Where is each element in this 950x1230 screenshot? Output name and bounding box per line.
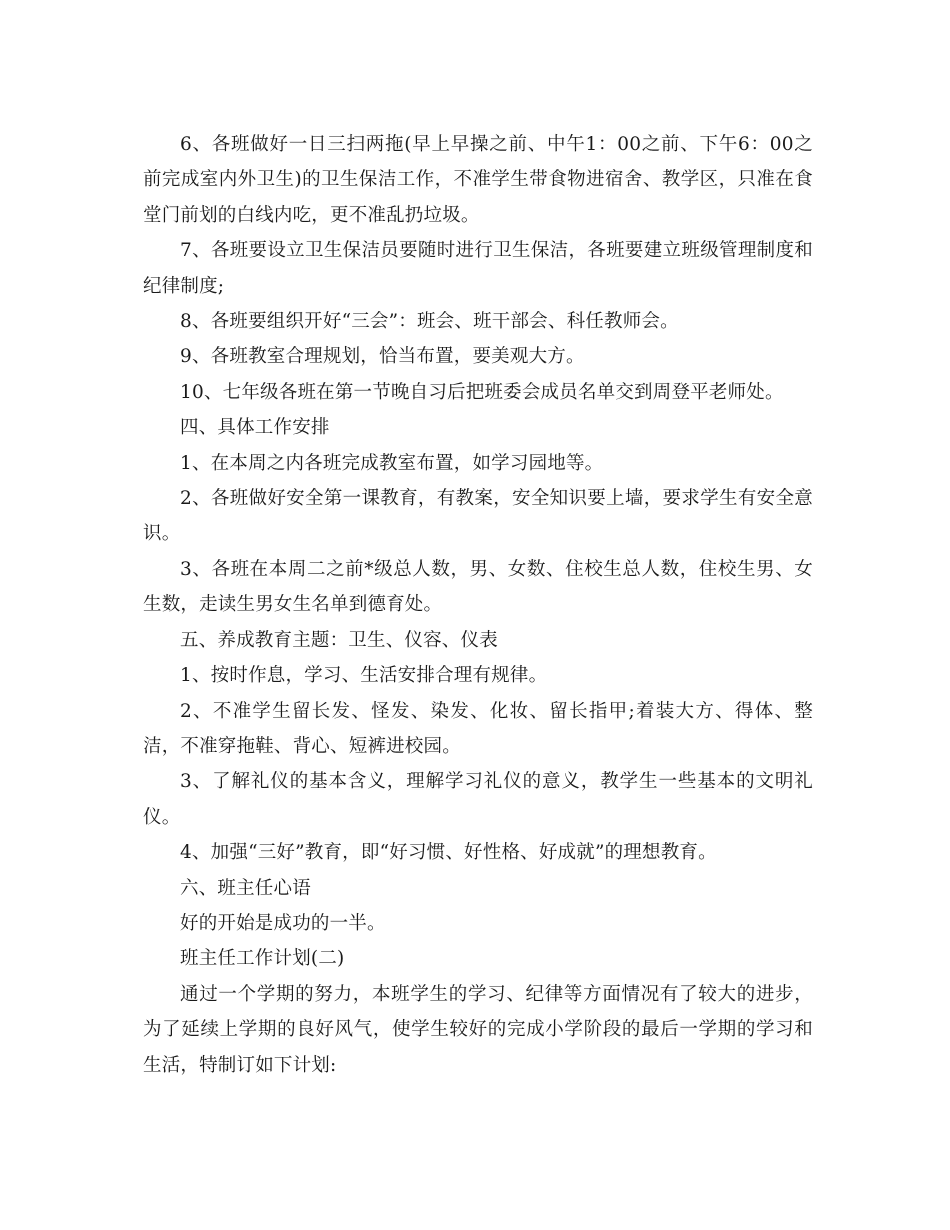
theme-item-4: 4、加强“三好”教育，即“好习惯、好性格、好成就”的理想教育。 — [180, 842, 717, 864]
paragraph-item-10: 10、七年级各班在第一节晚自习后把班委会成员名单交到周登平老师处。 — [180, 381, 784, 403]
document-body — [143, 127, 813, 1083]
paragraph-item-6: 6、各班做好一日三扫两拖(早上早操之前、中午1：00之前、下午6：00之前完成室内外卫生)的卫生保洁工作，不准学生带食物进宿舍、教学区，只准在食堂门前划的白线内吃，更不准乱扔垃圾。 — [143, 134, 813, 226]
section-heading-education-theme: 五、养成教育主题：卫生、仪容、仪表 — [180, 629, 498, 651]
theme-item-1: 1、按时作息，学习、生活安排合理有规律。 — [180, 665, 548, 687]
teacher-message-text: 好的开始是成功的一半。 — [180, 912, 386, 934]
arrangement-item-1: 1、在本周之内各班完成教室布置，如学习园地等。 — [180, 452, 604, 474]
plan-two-intro: 通过一个学期的努力，本班学生的学习、纪律等方面情况有了较大的进步，为了延续上学期的良好风气，使学生较好的完成小学阶段的最后一学期的学习和生活，特制订如下计划: — [143, 983, 813, 1076]
arrangement-item-2: 2、各班做好安全第一课教育，有教案，安全知识要上墙，要求学生有安全意识。 — [143, 488, 813, 545]
arrangement-item-3: 3、各班在本周二之前*级总人数，男、女数、住校生总人数，住校生男、女生数，走读生男女生名单到德育处。 — [143, 558, 813, 616]
theme-item-3: 3、了解礼仪的基本含义，理解学习礼仪的意义，教学生一些基本的文明礼仪。 — [143, 771, 813, 828]
paragraph-item-7: 7、各班要设立卫生保洁员要随时进行卫生保洁，各班要建立班级管理制度和纪律制度; — [143, 240, 813, 297]
section-heading-work-arrangement: 四、具体工作安排 — [180, 417, 330, 439]
paragraph-item-9: 9、各班教室合理规划，恰当布置，要美观大方。 — [180, 346, 585, 368]
plan-two-title: 班主任工作计划(二) — [180, 948, 345, 970]
section-heading-teacher-message: 六、班主任心语 — [180, 877, 311, 899]
theme-item-2: 2、不准学生留长发、怪发、染发、化妆、留长指甲;着装大方、得体、整洁，不准穿拖鞋、背心、短裤进校园。 — [143, 700, 813, 757]
paragraph-item-8: 8、各班要组织开好“三会”：班会、班干部会、科任教师会。 — [180, 311, 679, 333]
